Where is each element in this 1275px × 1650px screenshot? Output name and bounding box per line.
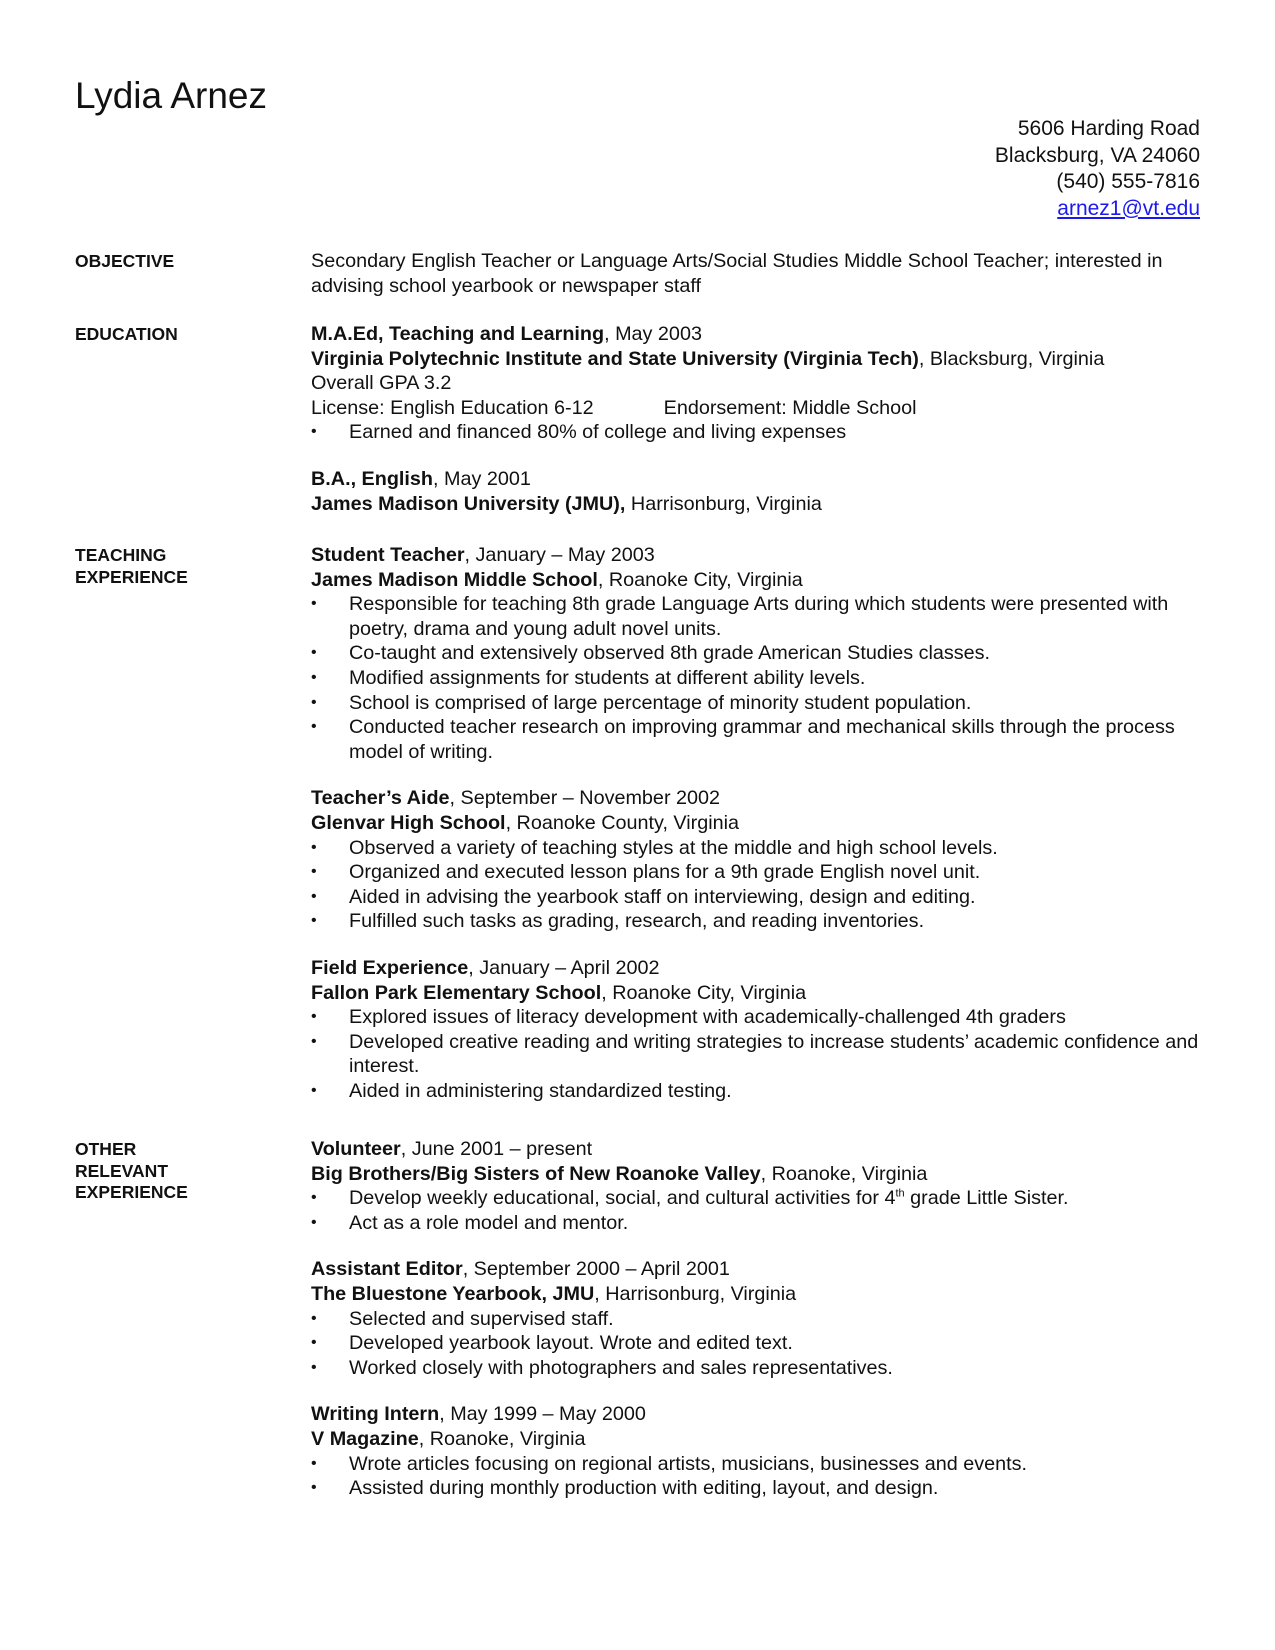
experience-entry [311, 543, 1205, 764]
date: , May 2001 [433, 467, 531, 490]
education-entry [311, 467, 1205, 516]
bullet-item: • Act as a role model and mentor. [311, 1211, 1205, 1236]
bullet-item: • Developed yearbook layout. Wrote and edited text. [311, 1331, 1205, 1356]
location: , Roanoke, Virginia [418, 1427, 586, 1450]
section-label: EDUCATION [75, 324, 178, 344]
bullet-item: • Assisted during monthly production with editing, layout, and design. [311, 1476, 1205, 1501]
objective-text: Secondary English Teacher or Language Arts/Social Studies Middle School Teacher; interested in advising school yearbook or newspaper staff [311, 250, 1163, 297]
bullet-item: • Aided in administering standardized testing. [311, 1079, 1205, 1104]
location: Harrisonburg, Virginia [625, 492, 822, 515]
city-state-zip: Blacksburg, VA 24060 [994, 143, 1200, 167]
degree: M.A.Ed, Teaching and Learning [311, 323, 605, 345]
experience-entry [311, 1402, 1205, 1500]
bullet-item: • Organized and executed lesson plans for a 9th grade English novel unit. [311, 860, 1205, 885]
job-title: Field Experience [311, 956, 469, 979]
bullet-text: grade Little Sister. [904, 1187, 1069, 1210]
license: License: English Education 6-12 [311, 396, 594, 419]
experience-entry [311, 1137, 1205, 1235]
bullet-item [311, 1186, 1205, 1211]
bullet-item: • Developed creative reading and writing strategies to increase students’ academic confidence and interest. [311, 1030, 1205, 1079]
bullet-item: • Earned and financed 80% of college and living expenses [311, 420, 1205, 445]
section-label: OBJECTIVE [75, 251, 175, 271]
date: , September 2000 – April 2001 [462, 1258, 730, 1281]
bullet-text: Develop weekly educational, social, and cultural activities for 4 [349, 1187, 896, 1210]
education-entry [311, 322, 1205, 445]
date: , September – November 2002 [449, 787, 721, 810]
education-section [75, 322, 1205, 538]
organization: The Bluestone Yearbook, JMU [311, 1282, 595, 1305]
bullet-item: • Observed a variety of teaching styles at the middle and high school levels. [311, 836, 1205, 861]
organization: Big Brothers/Big Sisters of New Roanoke Valley [311, 1162, 761, 1185]
organization: Fallon Park Elementary School [311, 981, 602, 1004]
contact-info [995, 116, 1200, 222]
bullet-item: • Conducted teacher research on improving grammar and mechanical skills through the process model of writing. [311, 715, 1205, 764]
date: , January – April 2002 [468, 956, 660, 979]
degree: B.A., English [311, 467, 433, 490]
other-experience-section [75, 1137, 1205, 1523]
objective-section [75, 249, 1205, 298]
bullet-item: • Responsible for teaching 8th grade Language Arts during which students were presented with poetry, drama and young adult novel units. [311, 592, 1205, 641]
teaching-section [75, 543, 1205, 1125]
experience-entry [311, 786, 1205, 934]
bullet-item: • Wrote articles focusing on regional artists, musicians, businesses and events. [311, 1452, 1205, 1477]
organization: Glenvar High School [311, 811, 506, 834]
email-link[interactable]: arnez1@vt.edu [1057, 196, 1200, 220]
superscript: th [895, 1187, 905, 1200]
street-address: 5606 Harding Road [1017, 117, 1200, 140]
school: Virginia Polytechnic Institute and State University (Virginia Tech) [311, 347, 919, 370]
location: , Harrisonburg, Virginia [594, 1282, 797, 1305]
bullet-item: • Worked closely with photographers and sales representatives. [311, 1356, 1205, 1381]
job-title: Student Teacher [311, 544, 465, 566]
bullet-item: • School is comprised of large percentage of minority student population. [311, 691, 1205, 716]
bullet-item: • Modified assignments for students at different ability levels. [311, 666, 1205, 691]
bullet-item: • Explored issues of literacy development with academically-challenged 4th graders [311, 1005, 1205, 1030]
experience-entry [311, 956, 1205, 1104]
organization: James Madison Middle School [311, 568, 598, 591]
location: , Roanoke City, Virginia [597, 568, 803, 591]
bullet-item: • Selected and supervised staff. [311, 1307, 1205, 1332]
experience-entry [311, 1257, 1205, 1380]
school: James Madison University (JMU), [311, 492, 626, 515]
candidate-name: Lydia Arnez [75, 75, 267, 116]
phone: (540) 555-7816 [1056, 170, 1200, 193]
job-title: Writing Intern [311, 1403, 440, 1426]
section-label: OTHER RELEVANT EXPERIENCE [75, 1139, 188, 1202]
bullet-item: • Co-taught and extensively observed 8th grade American Studies classes. [311, 641, 1205, 666]
section-label: TEACHING EXPERIENCE [75, 545, 188, 587]
date: , June 2001 – present [400, 1138, 593, 1160]
location: , Roanoke City, Virginia [601, 981, 807, 1004]
job-title: Volunteer [311, 1138, 401, 1160]
date: , May 2003 [604, 323, 702, 345]
gpa: Overall GPA 3.2 [311, 372, 452, 395]
organization: V Magazine [311, 1427, 419, 1450]
date: , January – May 2003 [464, 544, 655, 566]
location: , Roanoke County, Virginia [505, 811, 740, 834]
bullet-item: • Aided in advising the yearbook staff on interviewing, design and editing. [311, 885, 1205, 910]
bullet-item: • Fulfilled such tasks as grading, research, and reading inventories. [311, 909, 1205, 934]
endorsement: Endorsement: Middle School [663, 396, 917, 419]
date: , May 1999 – May 2000 [439, 1403, 646, 1426]
location: , Blacksburg, Virginia [918, 347, 1105, 370]
location: , Roanoke, Virginia [760, 1162, 928, 1185]
job-title: Assistant Editor [311, 1258, 463, 1281]
job-title: Teacher’s Aide [311, 787, 450, 810]
